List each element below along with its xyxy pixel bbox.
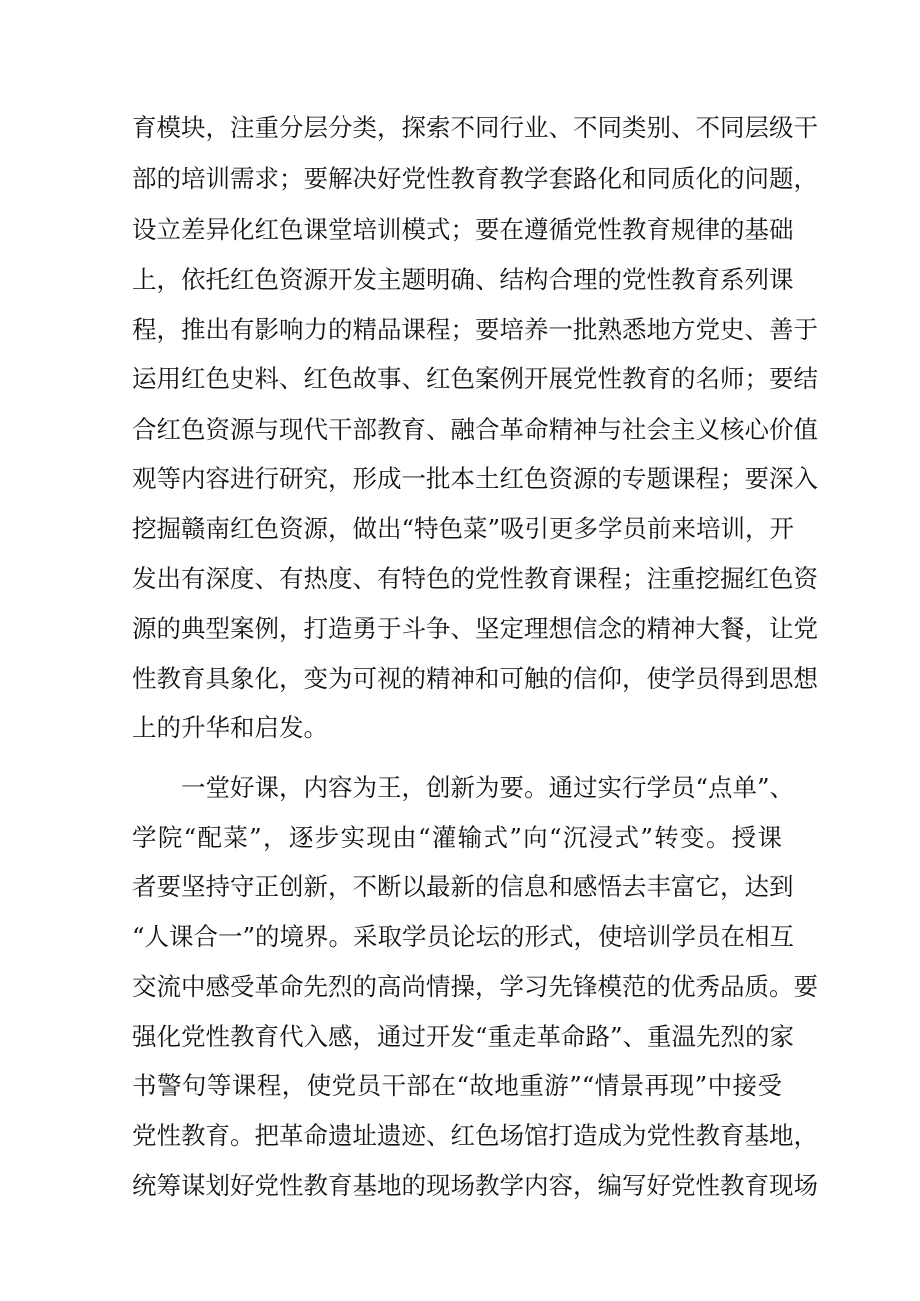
paragraph-2-line-3: 者要坚持守正创新，不断以最新的信息和感悟去丰富它，达到 [132, 872, 794, 901]
paragraph-1-line-10: 发出有深度、有热度、有特色的党性教育课程；注重挖掘红色资 [132, 564, 818, 593]
paragraph-1-line-2: 部的培训需求；要解决好党性教育教学套路化和同质化的问题， [132, 164, 818, 193]
paragraph-1-line-3: 设立差异化红色课堂培训模式；要在遵循党性教育规律的基础 [132, 215, 794, 244]
paragraph-1-line-5: 程，推出有影响力的精品课程；要培养一批熟悉地方党史、善于 [132, 315, 818, 344]
paragraph-1-line-12: 性教育具象化，变为可视的精神和可触的信仰，使学员得到思想 [132, 664, 818, 693]
paragraph-1-line-4: 上，依托红色资源开发主题明确、结构合理的党性教育系列课 [132, 265, 794, 294]
paragraph-2-line-2: 学院“配菜”，逐步实现由“灌输式”向“沉浸式”转变。授课 [132, 823, 782, 852]
paragraph-2-line-9: 统筹谋划好党性教育基地的现场教学内容，编写好党性教育现场 [132, 1171, 818, 1200]
paragraph-1-line-13: 上的升华和启发。 [132, 713, 328, 742]
paragraph-1-line-9: 挖掘赣南红色资源，做出“特色菜”吸引更多学员前来培训，开 [132, 514, 795, 543]
paragraph-2-line-4: “人课合一”的境界。采取学员论坛的形式，使培训学员在相互 [132, 922, 795, 951]
paragraph-1-line-11: 源的典型案例，打造勇于斗争、坚定理想信念的精神大餐，让党 [132, 614, 818, 643]
paragraph-1-line-8: 观等内容进行研究，形成一批本土红色资源的专题课程；要深入 [132, 464, 818, 493]
paragraph-1-line-1: 育模块，注重分层分类，探索不同行业、不同类别、不同层级干 [132, 113, 818, 142]
paragraph-1-line-6: 运用红色史料、红色故事、红色案例开展党性教育的名师；要结 [132, 364, 818, 393]
paragraph-2-line-6: 强化党性教育代入感，通过开发“重走革命路”、重温先烈的家 [132, 1022, 795, 1051]
paragraph-2-line-7: 书警句等课程，使党员干部在“故地重游”“情景再现”中接受 [132, 1071, 782, 1100]
paragraph-2-line-5: 交流中感受革命先烈的高尚情操，学习先锋模范的优秀品质。要 [132, 972, 818, 1001]
paragraph-2-line-1: 一堂好课，内容为王，创新为要。通过实行学员“点单”、 [181, 773, 795, 802]
paragraph-2-line-8: 党性教育。把革命遗址遗迹、红色场馆打造成为党性教育基地， [132, 1121, 818, 1150]
paragraph-1-line-7: 合红色资源与现代干部教育、融合革命精神与社会主义核心价值 [132, 415, 818, 444]
